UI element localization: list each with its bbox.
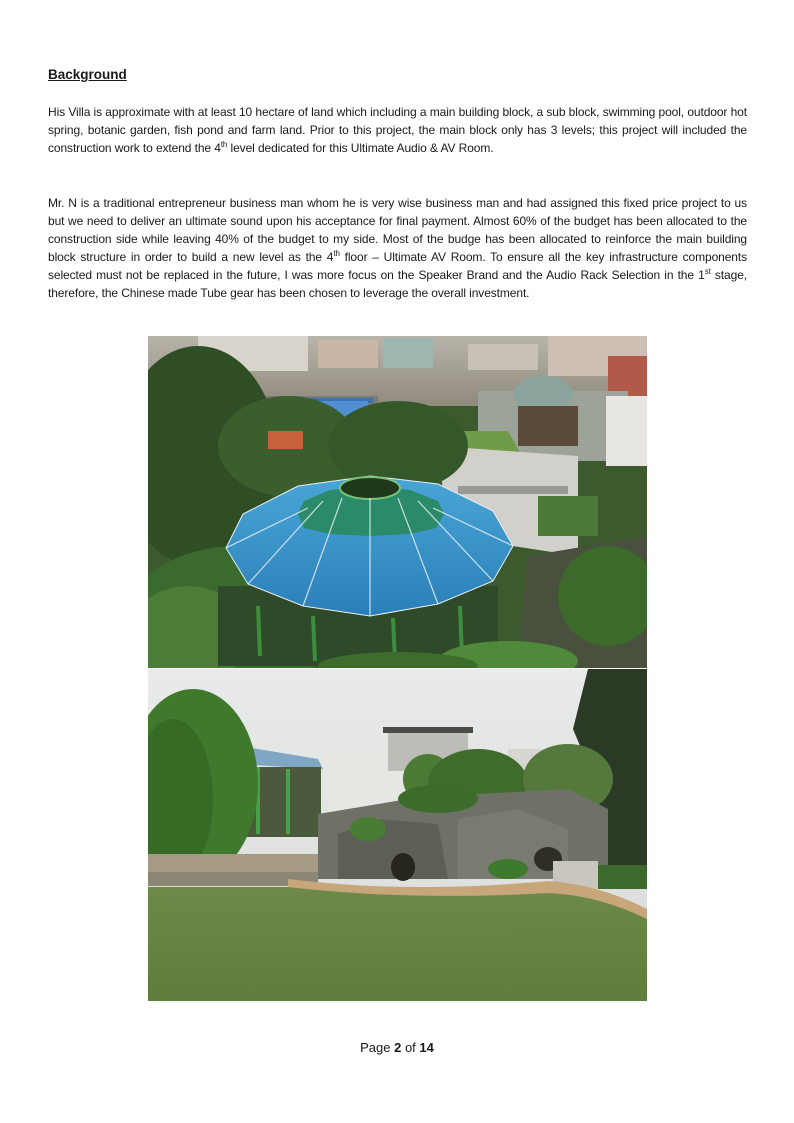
page-label: Page xyxy=(360,1040,395,1055)
page-footer xyxy=(0,1040,794,1055)
superscript: th xyxy=(333,249,340,258)
paragraph-text: His Villa is approximate with at least 10 hectare of land which including a main building block, a sub block, swimming pool, outdoor hot spring, botanic garden, fish pond and farm land. Prior to this project, the main block only has 3 levels; this project will included the construction work to extend the 4 xyxy=(48,105,747,155)
superscript: st xyxy=(704,267,711,276)
superscript: th xyxy=(220,140,228,149)
paragraph-text: floor – Ultimate AV Room. To ensure all the key infrastructure components selected must not be replaced in the future, I was more focus on the Speaker Brand and the Audio Rack Selection in the 1 xyxy=(48,250,747,282)
paragraph-text: Mr. N is a traditional entrepreneur business man whom he is very wise business man and had assigned this fixed price project to us but we need to deliver an ultimate sound upon his acceptance for final payment. Almost 60% of the budget has been allocated to the construction side while leaving 40% of the budget to my side. Most of the budge has been allocated to reinforce the main building block structure in order to build a new level as the 4 xyxy=(48,196,747,264)
aerial-villa-photo xyxy=(148,336,647,668)
aerial-villa-image xyxy=(148,336,647,668)
paragraph-text: level dedicated for this Ultimate Audio & AV Room. xyxy=(227,141,494,155)
paragraph-client-description xyxy=(48,194,747,302)
current-page-number: 2 xyxy=(394,1040,402,1055)
page-of-label: of xyxy=(401,1040,420,1055)
paragraph-text: stage, therefore, the Chinese made Tube gear has been chosen to leverage the overall investment. xyxy=(48,268,747,300)
total-pages-number: 14 xyxy=(419,1040,434,1055)
villa-lawn-photo xyxy=(148,669,647,1001)
villa-lawn-image xyxy=(148,669,647,1001)
paragraph-villa-description xyxy=(48,103,747,157)
section-heading: Background xyxy=(48,67,127,82)
